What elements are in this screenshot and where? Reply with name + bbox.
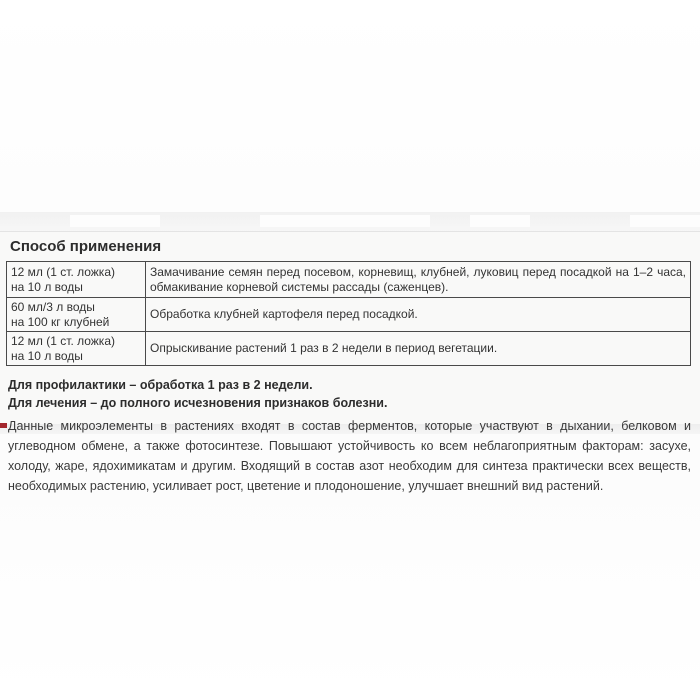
treatment-note: Для лечения – до полного исчезновения признаков болезни. (8, 396, 388, 410)
dose-line: 12 мл (1 ст. ложка) (11, 264, 115, 279)
dose-line: 60 мл/3 л воды (11, 299, 95, 314)
dose-cell (7, 262, 146, 298)
usage-table (6, 261, 691, 366)
dose-line: 12 мл (1 ст. ложка) (11, 333, 115, 348)
dose-cell (7, 332, 146, 366)
embossed-mark (70, 215, 160, 227)
embossed-mark (260, 215, 430, 227)
dose-line: на 10 л воды (11, 348, 83, 363)
description-cell: Опрыскивание растений 1 раз в 2 недели в период вегетации. (146, 332, 691, 366)
section-title: Способ применения (10, 238, 162, 255)
prevention-note: Для профилактики – обработка 1 раз в 2 недели. (8, 378, 313, 392)
embossed-mark (630, 215, 700, 227)
description-cell: Обработка клубней картофеля перед посадкой. (146, 298, 691, 332)
dose-cell (7, 298, 146, 332)
red-print-mark (0, 423, 7, 428)
package-top-edge (0, 212, 700, 232)
table-row (7, 262, 691, 298)
description-cell: Замачивание семян перед посевом, корневищ, клубней, луковиц перед посадкой на 1–2 часа, обмакивание корневой системы рассады (саженцев). (146, 262, 691, 298)
dose-line: на 100 кг клубней (11, 314, 110, 329)
embossed-mark (470, 215, 530, 227)
table-row (7, 298, 691, 332)
table-row (7, 332, 691, 366)
dose-line: на 10 л воды (11, 279, 83, 294)
description-paragraph: Данные микроэлементы в растениях входят в состав ферментов, которые участвуют в дыхании, белковом и углеводном обмене, а также фотосинтезе. Повышают устойчивость ко всем неблагоприятным факторам: засухе, холоду, жаре, ядохимикатам и другим. Входящий в состав азот необходим для синтеза практически всех веществ, необходимых растению, усиливает рост, цветение и плодоношение, улучшает внешний вид растений. (8, 419, 691, 493)
